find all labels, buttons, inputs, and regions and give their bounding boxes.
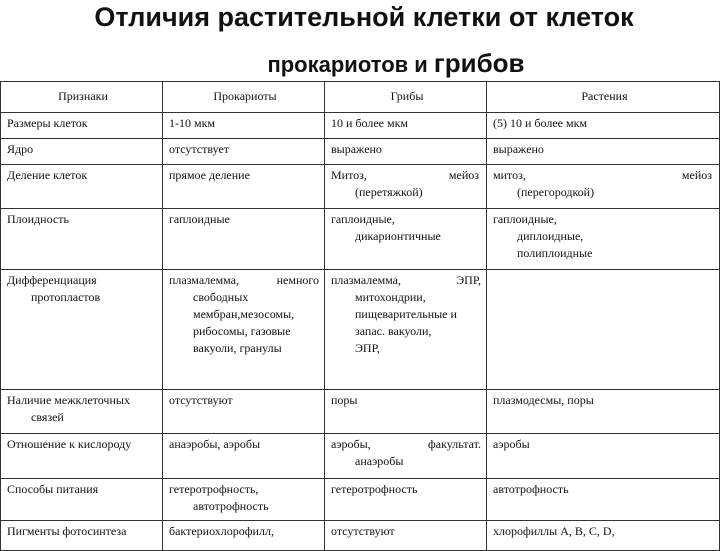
- prokaryotes-cell: бактериохлорофилл,: [163, 521, 325, 551]
- cell-line: плазмалемма, немного: [169, 273, 319, 287]
- plants-cell: хлорофиллы A, B, C, D,: [487, 521, 720, 551]
- plants-cell: плазмодесмы, поры: [487, 390, 720, 434]
- table-row: [1, 209, 720, 270]
- cell-line: гаплоидные,: [331, 212, 395, 226]
- cell-line: аэробы, факультат.: [331, 437, 481, 451]
- feature-cell: Способы питания: [1, 479, 163, 521]
- feature-cell: Деление клеток: [1, 165, 163, 209]
- prokaryotes-cell: отсутствуют: [163, 390, 325, 434]
- title-part: прокариотов и: [267, 52, 434, 77]
- cell-word: Митоз,: [331, 168, 367, 182]
- cell-line: Дифференциация: [7, 273, 97, 287]
- table-row: [1, 139, 720, 165]
- page-title-line-2: [0, 46, 720, 82]
- table-row: [1, 390, 720, 434]
- plants-cell: [487, 209, 720, 270]
- cell-line: запас. вакуоли,: [355, 324, 432, 338]
- fungi-cell: поры: [325, 390, 487, 434]
- fungi-cell: [325, 434, 487, 479]
- cell-word: митоз,: [493, 168, 526, 182]
- fungi-cell: 10 и более мкм: [325, 113, 487, 139]
- header-fungi: Грибы: [325, 82, 487, 113]
- plants-cell: аэробы: [487, 434, 720, 479]
- table-row: [1, 521, 720, 551]
- cell-word: мейоз: [681, 168, 712, 182]
- cell-line: ЭПР,: [355, 341, 380, 355]
- table-row: [1, 113, 720, 139]
- feature-cell: Отношение к кислороду: [1, 434, 163, 479]
- cell-line: [493, 167, 716, 184]
- cell-line: свободных: [193, 290, 249, 304]
- prokaryotes-cell: 1-10 мкм: [163, 113, 325, 139]
- title-part-large: грибов: [433, 48, 525, 78]
- feature-cell: Размеры клеток: [1, 113, 163, 139]
- prokaryotes-cell: отсутствует: [163, 139, 325, 165]
- prokaryotes-cell: [163, 270, 325, 390]
- fungi-cell: [325, 270, 487, 390]
- cell-line: мембран,мезосомы,: [193, 307, 295, 321]
- cell-word: мейоз: [448, 168, 479, 182]
- fungi-cell: гетеротрофность: [325, 479, 487, 521]
- plants-cell: [487, 165, 720, 209]
- cell-line: полиплоидные: [517, 246, 593, 260]
- cell-line: (перегородкой): [517, 185, 595, 199]
- cell-line: гаплоидные,: [493, 212, 557, 226]
- cell-line: автотрофность: [193, 499, 269, 513]
- header-features: Признаки: [1, 82, 163, 113]
- plants-cell: автотрофность: [487, 479, 720, 521]
- cell-line: плазмалемма, ЭПР,: [331, 273, 481, 287]
- cell-line: митохондрии,: [355, 290, 426, 304]
- cell-line: анаэробы: [355, 454, 404, 468]
- fungi-cell: отсутствуют: [325, 521, 487, 551]
- cell-line: протопластов: [31, 290, 101, 304]
- feature-cell: Ядро: [1, 139, 163, 165]
- plants-cell: (5) 10 и более мкм: [487, 113, 720, 139]
- cell-line: (перетяжкой): [355, 185, 423, 199]
- plants-cell: выражено: [487, 139, 720, 165]
- table-row: [1, 434, 720, 479]
- plants-cell: [487, 270, 720, 390]
- prokaryotes-cell: гаплоидные: [163, 209, 325, 270]
- cell-line: [331, 167, 483, 184]
- table-row: [1, 270, 720, 390]
- feature-cell: Пигменты фотосинтеза: [1, 521, 163, 551]
- prokaryotes-cell: [163, 479, 325, 521]
- table-row: [1, 165, 720, 209]
- feature-cell: [1, 390, 163, 434]
- fungi-cell: выражено: [325, 139, 487, 165]
- feature-cell: Плоидность: [1, 209, 163, 270]
- cell-line: связей: [31, 410, 64, 424]
- prokaryotes-cell: прямое деление: [163, 165, 325, 209]
- fungi-cell: [325, 209, 487, 270]
- cell-line: рибосомы, газовые: [193, 324, 291, 338]
- table-row: [1, 479, 720, 521]
- cell-line: пищеварительные и: [355, 307, 457, 321]
- header-plants: Растения: [487, 82, 720, 113]
- table-header-row: [1, 82, 720, 113]
- feature-cell: [1, 270, 163, 390]
- fungi-cell: [325, 165, 487, 209]
- cell-line: дикарионтичные: [355, 229, 441, 243]
- cell-line: диплоидные,: [517, 229, 584, 243]
- cell-line: гетеротрофность,: [169, 482, 259, 496]
- page-title-line-1: Отличия растительной клетки от клеток: [94, 2, 634, 32]
- cell-line: Наличие межклеточных: [7, 393, 130, 407]
- prokaryotes-cell: анаэробы, аэробы: [163, 434, 325, 479]
- cell-line: вакуоли, гранулы: [193, 341, 282, 355]
- header-prokaryotes: Прокариоты: [163, 82, 325, 113]
- comparison-table: [0, 81, 720, 551]
